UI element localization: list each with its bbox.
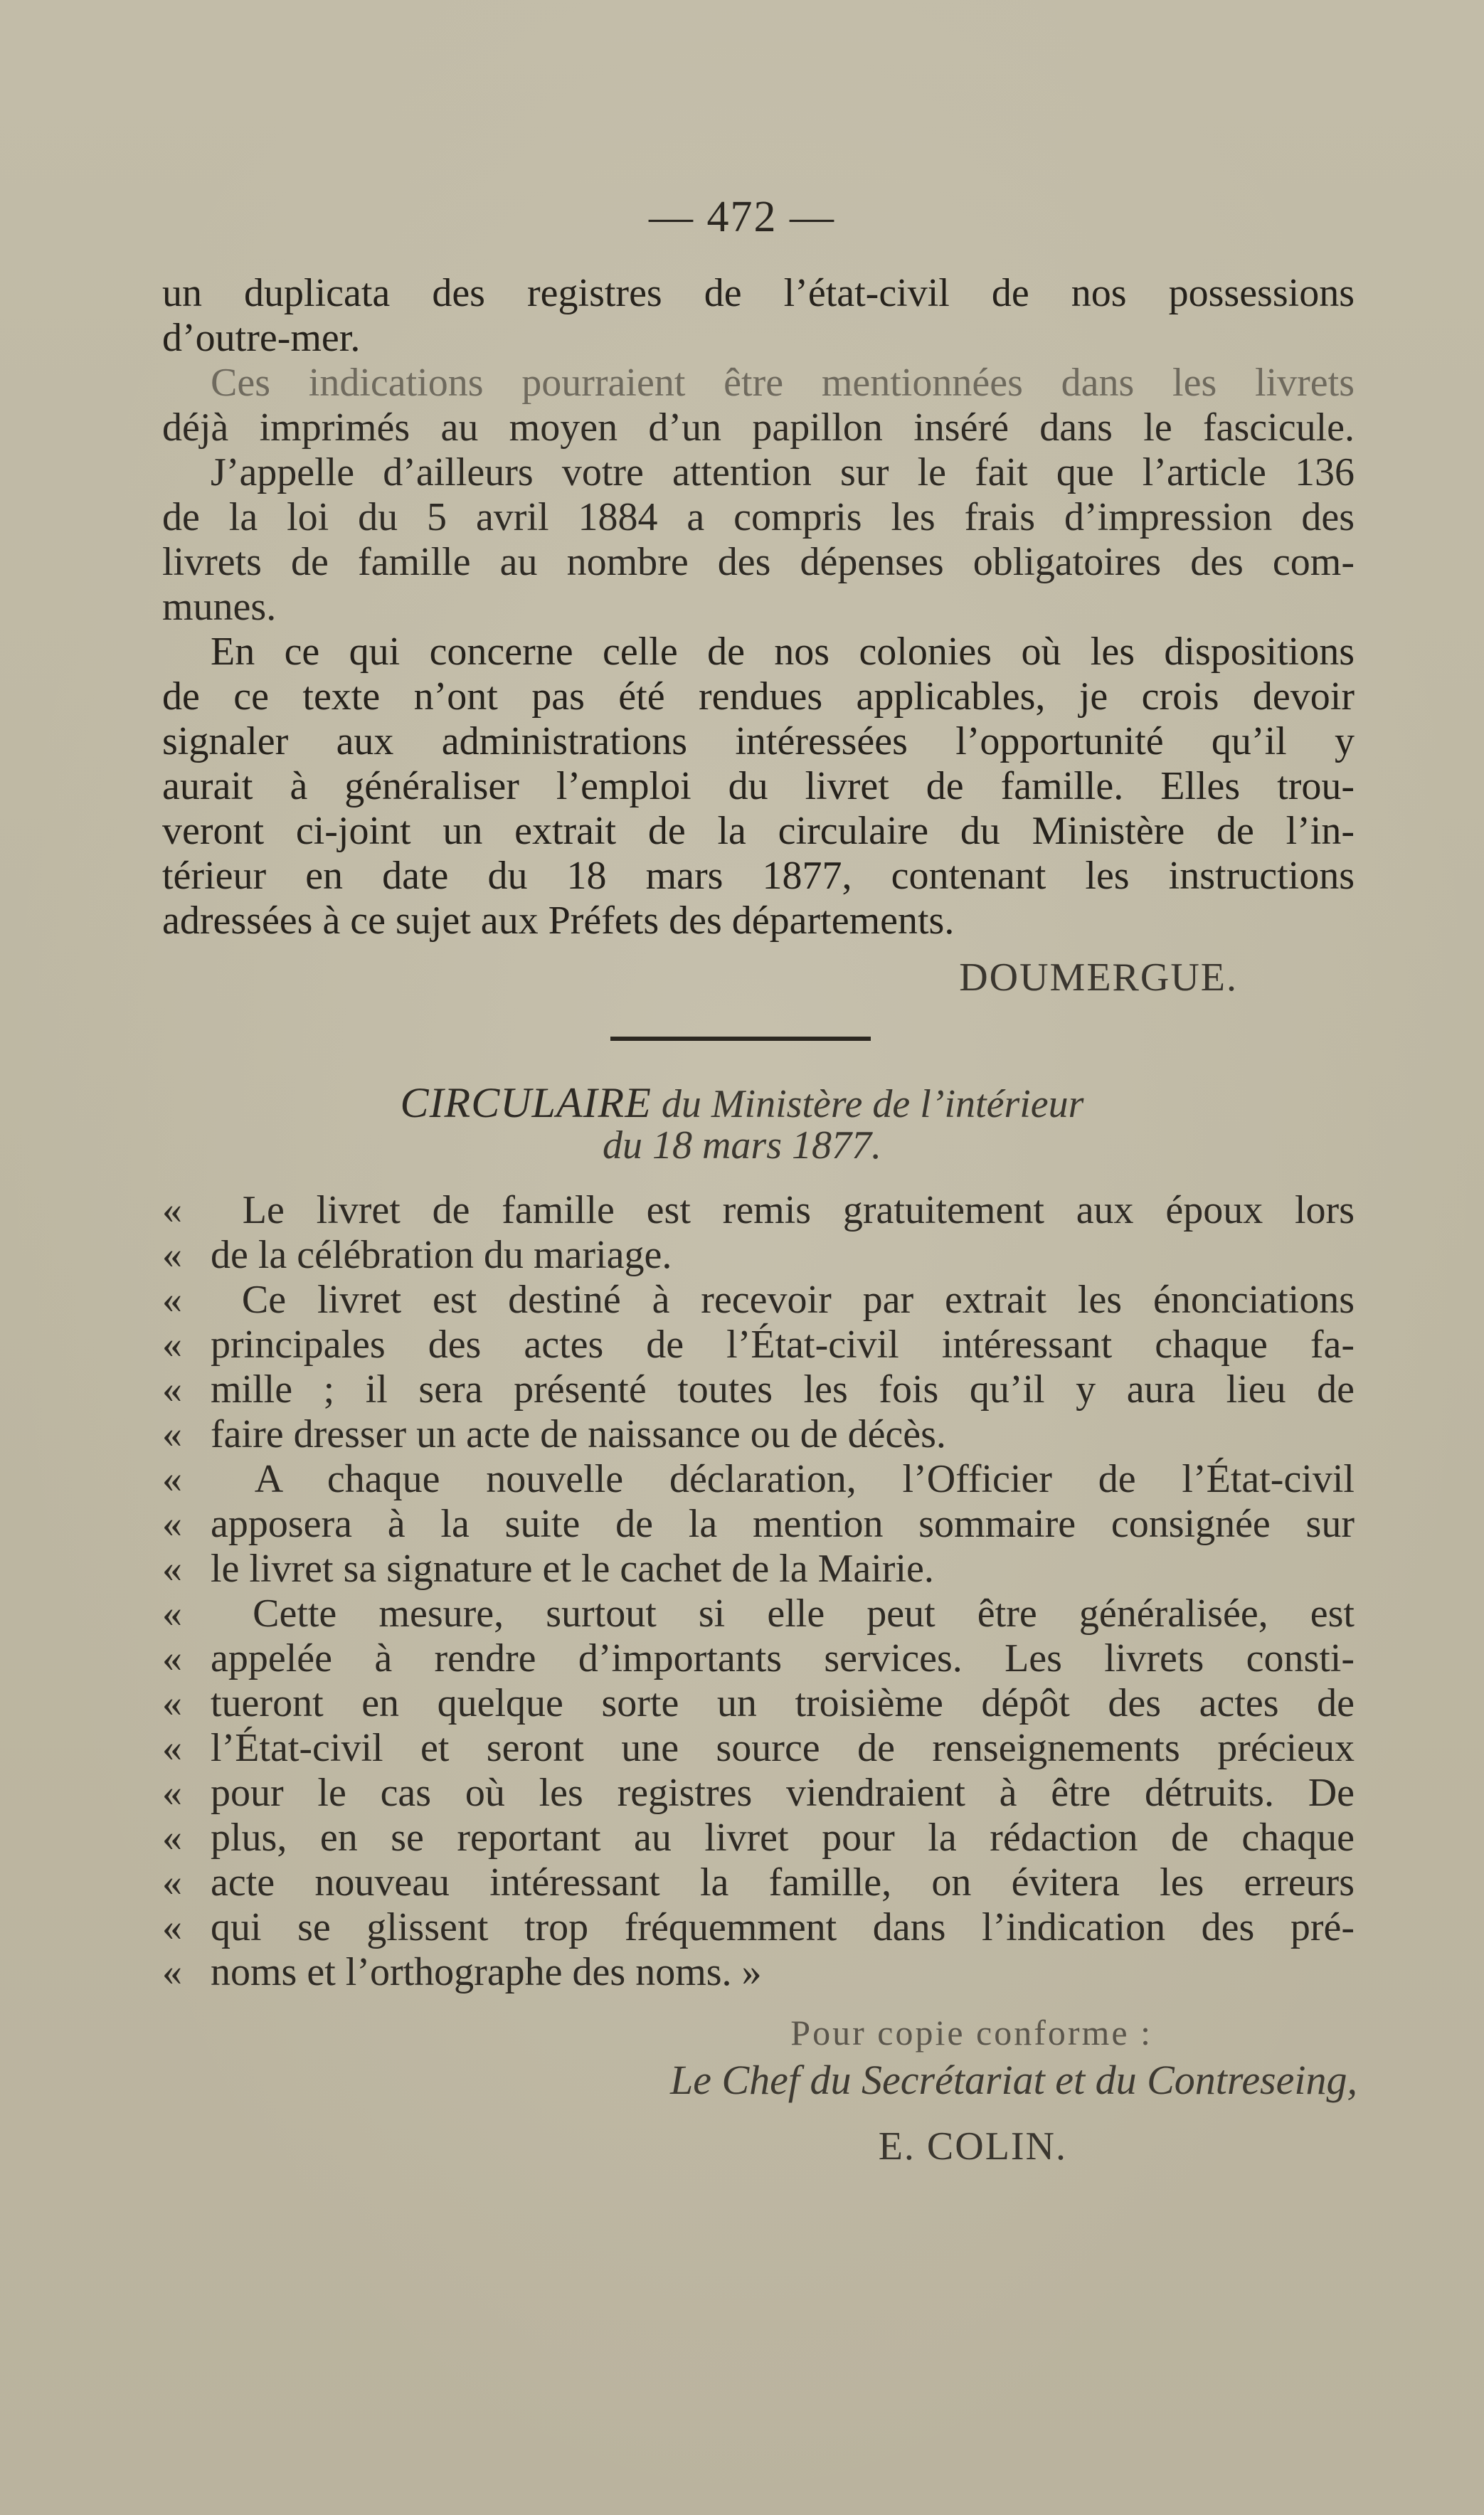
letter-body [162, 271, 1355, 943]
circular-quote [162, 1188, 1355, 1995]
quote-mark: « [162, 1323, 182, 1367]
quote-mark: « [162, 1681, 182, 1725]
quote-line: « Cette mesure, surtout si elle peut être généralisée, est [162, 1592, 1355, 1636]
quote-line: « A chaque nouvelle déclaration, l’Officier de l’État-civil [162, 1457, 1355, 1501]
quote-mark: « [162, 1278, 182, 1322]
quote-mark: « [162, 1636, 182, 1680]
text-line: aurait à généraliser l’emploi du livret de famille. Elles trou- [162, 764, 1355, 808]
quote-mark: « [162, 1726, 182, 1770]
signature-doumergue: DOUMERGUE. [959, 955, 1238, 1000]
text-line: déjà imprimés au moyen d’un papillon inséré dans le fascicule. [162, 406, 1355, 450]
quote-line: « apposera à la suite de la mention sommaire consignée sur [162, 1502, 1355, 1546]
quote-mark: « [162, 1502, 182, 1546]
quote-line: « l’État-civil et seront une source de renseignements précieux [162, 1726, 1355, 1770]
quote-mark: « [162, 1950, 182, 1994]
quote-mark: « [162, 1547, 182, 1591]
quote-line: « Ce livret est destiné à recevoir par extrait les énonciations [162, 1278, 1355, 1322]
text-line: un duplicata des registres de l’état-civil de nos possessions [162, 271, 1355, 315]
quote-mark: « [162, 1592, 182, 1636]
text-line: d’outre-mer. [162, 316, 361, 360]
text-line: Ces indications pourraient être mentionnées dans les livrets [211, 361, 1355, 405]
section-divider [610, 1037, 871, 1041]
circular-title-rest: du Ministère de l’intérieur [661, 1082, 1084, 1126]
text-line: de la loi du 5 avril 1884 a compris les frais d’impression des [162, 495, 1355, 539]
quote-line: « de la célébration du mariage. [162, 1233, 672, 1277]
signature-colin: E. COLIN. [878, 2124, 1067, 2169]
quote-line: « appelée à rendre d’importants services. Les livrets consti- [162, 1636, 1355, 1680]
quote-line: « Le livret de famille est remis gratuitement aux époux lors [162, 1188, 1355, 1232]
quote-mark: « [162, 1367, 182, 1412]
quote-line: « tueront en quelque sorte un troisième dépôt des actes de [162, 1681, 1355, 1725]
circular-title [0, 1079, 1484, 1128]
text-line: En ce qui concerne celle de nos colonies où les dispositions [211, 630, 1355, 674]
quote-line: « acte nouveau intéressant la famille, on évitera les erreurs [162, 1860, 1355, 1905]
text-line: de ce texte n’ont pas été rendues applicables, je crois devoir [162, 674, 1355, 719]
quote-line: « noms et l’orthographe des noms. » [162, 1950, 762, 1994]
quote-line: « principales des actes de l’État-civil intéressant chaque fa- [162, 1323, 1355, 1367]
text-line: térieur en date du 18 mars 1877, contenant les instructions [162, 854, 1355, 898]
quote-line: « plus, en se reportant au livret pour la rédaction de chaque [162, 1816, 1355, 1860]
circular-date: du 18 mars 1877. [602, 1123, 882, 1168]
chef-secretariat-line: Le Chef du Secrétariat et du Contreseing, [669, 2057, 1357, 2103]
quote-mark: « [162, 1188, 182, 1232]
text-line: munes. [162, 585, 277, 629]
quote-mark: « [162, 1457, 182, 1501]
quote-mark: « [162, 1412, 182, 1456]
copy-conforme-line: Pour copie conforme : [790, 2013, 1152, 2053]
quote-mark: « [162, 1816, 182, 1860]
quote-mark: « [162, 1905, 182, 1949]
quote-line: « le livret sa signature et le cachet de la Mairie. [162, 1547, 934, 1591]
quote-line: « pour le cas où les registres viendraient à être détruits. De [162, 1771, 1355, 1815]
text-line: signaler aux administrations intéressées l’opportunité qu’il y [162, 719, 1355, 763]
text-line: adressées à ce sujet aux Préfets des départements. [162, 899, 955, 943]
quote-line: « mille ; il sera présenté toutes les fois qu’il y aura lieu de [162, 1367, 1355, 1412]
quote-mark: « [162, 1771, 182, 1815]
text-line: veront ci-joint un extrait de la circulaire du Ministère de l’in- [162, 809, 1355, 853]
quote-mark: « [162, 1860, 182, 1905]
text-line: J’appelle d’ailleurs votre attention sur le fait que l’article 136 [211, 450, 1355, 494]
quote-line: « qui se glissent trop fréquemment dans l’indication des pré- [162, 1905, 1355, 1949]
circular-title-caps: CIRCULAIRE [400, 1079, 652, 1126]
quote-line: « faire dresser un acte de naissance ou de décès. [162, 1412, 946, 1456]
text-line: livrets de famille au nombre des dépenses obligatoires des com- [162, 540, 1355, 584]
quote-mark: « [162, 1233, 182, 1277]
page-number: — 472 — [649, 193, 835, 241]
